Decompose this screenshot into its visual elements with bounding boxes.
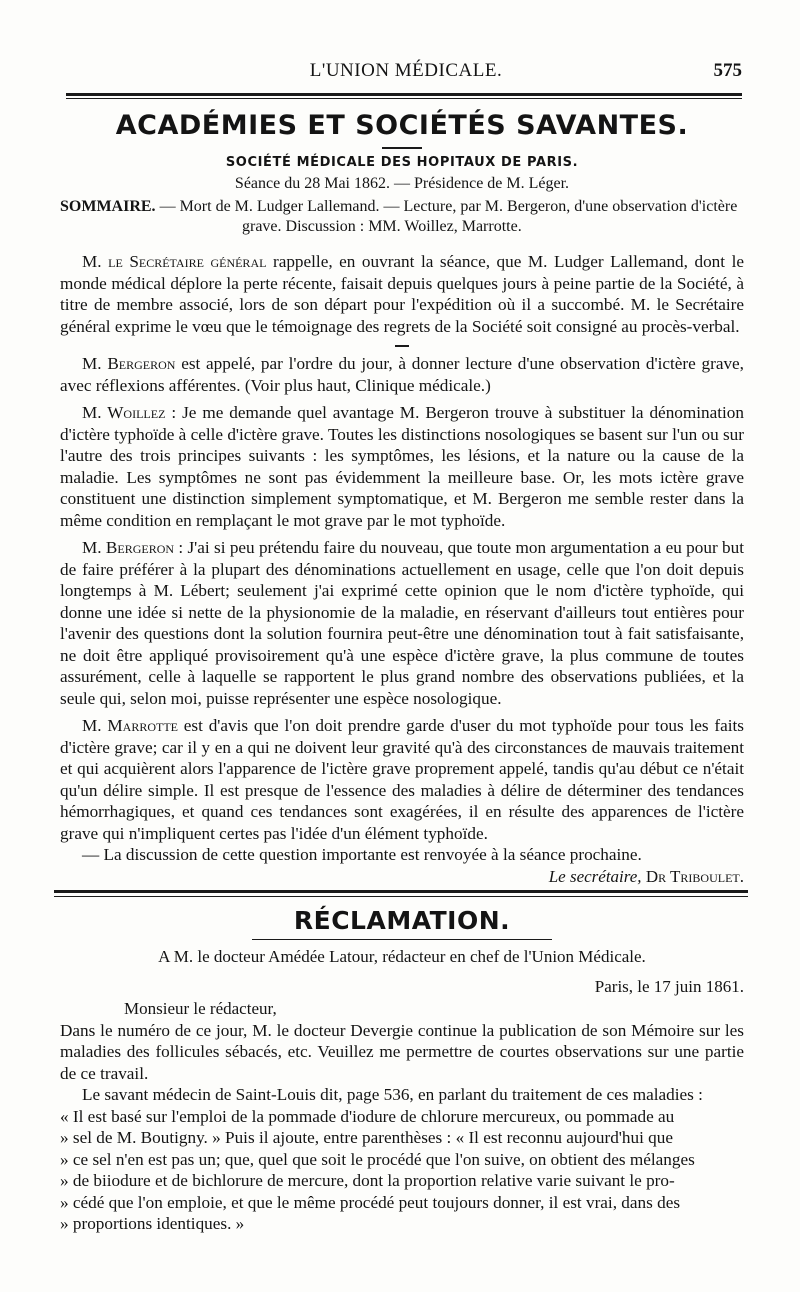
header-rule-thin: [66, 98, 742, 99]
paragraph-secretary: [60, 251, 744, 337]
summary-line-1: — Mort de M. Ludger Lallemand. — Lecture, par M. Bergeron, d'une observation d'ictère: [155, 198, 738, 215]
letter-paragraph-2: Le savant médecin de Saint-Louis dit, page 536, en parlant du traitement de ces maladies :: [82, 1085, 703, 1104]
summary: [60, 197, 744, 237]
section-title: ACADÉMIES ET SOCIÉTÉS SAVANTES.: [115, 110, 689, 141]
paragraph-marrotte: [60, 715, 744, 844]
section-rule: [54, 890, 748, 893]
paragraph-woillez: [60, 402, 744, 531]
article-body: [60, 105, 744, 1235]
page-number: 575: [713, 60, 742, 81]
quote-line: » cédé que l'on emploie, et que le même procédé peut toujours donner, il est vrai, dans des: [60, 1192, 681, 1212]
quoted-passage: [60, 1106, 744, 1235]
paragraph-text: : J'ai si peu prétendu faire du nouveau, que toute mon argumentation a eu pour but de faire préférer à la plupart des dénominations actuellement en usage, celle que l'on doit depuis longtemps à M. Lébert; seulement j'ai exprimé cette opinion que le nom d'ictère typhoïde, qui donne une idée si nette de la physionomie de la maladie, en réservant d'ailleurs tout entières pour l'avenir des questions dont la solution fournira peut-être une dénomination tout à fait satisfaisante, ne doit être appliqué provisoirement qu'à une espèce d'ictère grave, la plus commune de toutes assurément, celle à laquelle se rapportent le plus grand nombre des observations publiées, et la seule qui, selon moi, puisse représenter une espèce nosologique.: [60, 538, 744, 708]
separator: [395, 345, 409, 347]
dateline: Paris, le 17 juin 1861.: [594, 976, 744, 996]
speaker: M. Woillez: [82, 403, 166, 422]
addressee-line: A M. le docteur Amédée Latour, rédacteur en chef de l'Union Médicale.: [158, 946, 646, 966]
page-header: [70, 58, 742, 88]
signature-role: Le secrétaire,: [548, 866, 642, 886]
section-rule-thin: [54, 896, 748, 897]
speaker: M. Bergeron: [82, 538, 175, 557]
signature: [60, 866, 744, 888]
paragraph-text: est d'avis que l'on doit prendre garde d'user du mot typhoïde pour tous les faits d'ictère grave; car il y en a qui ne doivent leur gravité qu'à des circonstances de mauvais traitement et qui acquièrent alors l'apparence de l'ictère grave proprement appelé, tandis qu'au début ce n'était qu'un délire simple. Il est presque de l'essence des maladies à délire de déterminer des tendances hémorrhagiques, et quand ces tendances sont exagérées, il en résulte des apparences de l'ictère grave qui n'impliquent certes pas l'idée d'un élément typhoïde.: [60, 716, 744, 843]
summary-label: SOMMAIRE.: [60, 198, 156, 215]
header-rule: [66, 93, 742, 96]
paragraph-text: rappelle, en ouvrant la séance, que M. Ludger Lallemand, dont le monde médical déplore la perte récente, faisait depuis quelques jours à peine partie de la Société, à titre de membre associé, lors de son départ pour l'expédition où il a succombé. M. le Secrétaire général exprime le vœu que le témoignage des regrets de la Société soit consigné au procès-verbal.: [60, 252, 744, 336]
quote-line: » de biiodure et de bichlorure de mercure, dont la proportion relative varie suivant le pro-: [60, 1171, 675, 1190]
paragraph-text: est appelé, par l'ordre du jour, à donner lecture d'une observation d'ictère grave, avec réflexions afférentes. (Voir plus haut, Clinique médicale.): [60, 354, 744, 395]
running-title: L'UNION MÉDICALE.: [309, 60, 503, 81]
quote-line: » sel de M. Boutigny. » Puis il ajoute, entre parenthèses : « Il est reconnu aujourd'hui que: [60, 1128, 673, 1147]
closing-note: — La discussion de cette question importante est renvoyée à la séance prochaine.: [82, 845, 642, 864]
paragraph-bergeron-reply: [60, 537, 744, 709]
title-ornament: [382, 147, 422, 149]
paragraph-text: : Je me demande quel avantage M. Bergeron trouve à substituer la dénomination d'ictère typhoïde à celle d'ictère grave. Toutes les distinctions nosologiques se basent sur l'un ou sur l'autre des trois principes suivants : les symptômes, les lésions, et la nature ou la cause de la maladie. Les symptômes ne sont pas évidemment la meilleure base. Or, les mots ictère grave constituent une distinction simplement symptomatique, et M. Bergeron me semble rester dans la même condition en remplaçant le mot grave par le mot typhoïde.: [60, 403, 744, 530]
reclamation-title: RÉCLAMATION.: [293, 905, 511, 935]
quote-line: « Il est basé sur l'emploi de la pommade d'iodure de chlorure mercureux, ou pommade au: [60, 1106, 675, 1126]
summary-line-2: grave. Discussion : MM. Woillez, Marrotte.: [242, 218, 522, 235]
signature-name: Dr Triboulet.: [641, 866, 744, 886]
reclamation-ornament: [252, 939, 552, 940]
speaker: M. Marrotte: [82, 716, 178, 735]
society-name: SOCIÉTÉ MÉDICALE DES HOPITAUX DE PARIS.: [225, 155, 579, 170]
paragraph-bergeron: [60, 353, 744, 396]
quote-line: » ce sel n'en est pas un; que, quel que soit le procédé que l'on suive, on obtient des mélanges: [60, 1149, 695, 1169]
speaker: M. le Secrétaire général: [82, 252, 267, 271]
salutation: Monsieur le rédacteur,: [124, 998, 277, 1018]
speaker: M. Bergeron: [82, 354, 176, 373]
quote-line: » proportions identiques. »: [60, 1214, 245, 1233]
session-line: Séance du 28 Mai 1862. — Présidence de M. Léger.: [234, 175, 570, 192]
letter-paragraph-1: Dans le numéro de ce jour, M. le docteur Devergie continue la publication de son Mémoire sur les maladies des follicules sébacés, etc. Veuillez me permettre de courtes observations sur une partie de ce travail.: [60, 1020, 744, 1083]
